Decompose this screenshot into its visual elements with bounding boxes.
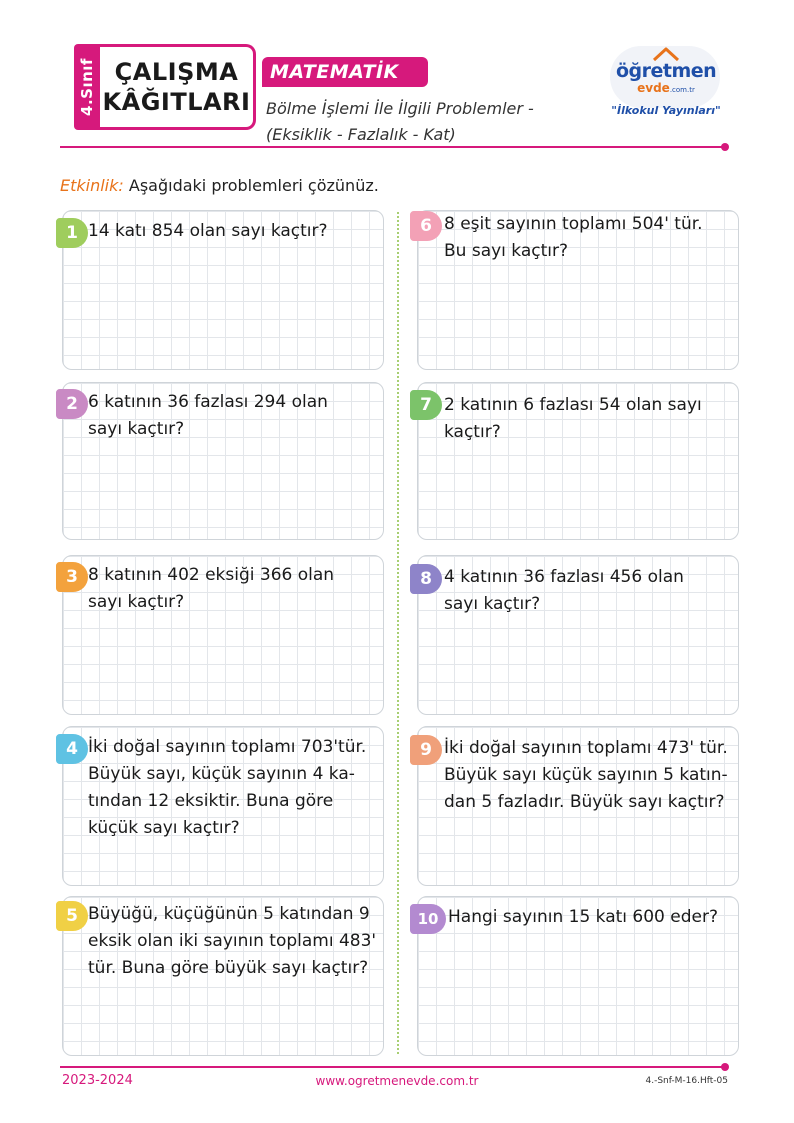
problem-line: Hangi sayının 15 katı 600 eder? xyxy=(448,907,718,927)
footer-rule xyxy=(60,1066,724,1068)
problem-line: 8 eşit sayının toplamı 504' tür. xyxy=(444,214,703,234)
problem-line: sayı kaçtır? xyxy=(88,419,185,439)
worksheet-title xyxy=(100,44,256,130)
problem-line: 6 katının 36 fazlası 294 olan xyxy=(88,392,328,412)
problem-number-6: 6 xyxy=(410,211,442,241)
problem-line: dan 5 fazladır. Büyük sayı kaçtır? xyxy=(444,792,725,812)
problem-number-1: 1 xyxy=(56,218,88,248)
topic-heading xyxy=(266,96,606,148)
problem-line: eksik olan iki sayının toplamı 483' xyxy=(88,931,377,951)
logo-domain: .com.tr xyxy=(669,86,695,94)
logo-sub-word: evde xyxy=(637,81,670,95)
problem-text-6 xyxy=(444,211,703,265)
problem-text-7 xyxy=(444,392,702,446)
grade-tab xyxy=(74,44,100,130)
header-rule xyxy=(60,146,724,148)
problem-line: tından 12 eksiktir. Buna göre xyxy=(88,791,334,811)
problem-line: küçük sayı kaçtır? xyxy=(88,818,240,838)
problem-line: kaçtır? xyxy=(444,422,501,442)
problem-text-1 xyxy=(88,218,328,245)
logo-tagline: "İlkokul Yayınları" xyxy=(611,104,721,117)
footer-code: 4.-Snf-M-16.Hft-05 xyxy=(645,1076,728,1086)
problem-line: Büyük sayı küçük sayının 5 katın- xyxy=(444,765,728,785)
header-rule-dot xyxy=(721,143,729,151)
instruction-label: Etkinlik: xyxy=(60,176,124,195)
problem-line: 2 katının 6 fazlası 54 olan sayı xyxy=(444,395,702,415)
grade-label: 4.Sınıf xyxy=(78,58,96,116)
problem-line: İki doğal sayının toplamı 703'tür. xyxy=(88,737,367,757)
problem-text-5 xyxy=(88,901,376,982)
problem-line: sayı kaçtır? xyxy=(88,592,185,612)
problem-line: 4 katının 36 fazlası 456 olan xyxy=(444,567,684,587)
logo-subword xyxy=(616,81,716,95)
problem-line: Büyük sayı, küçük sayının 4 ka- xyxy=(88,764,355,784)
problem-text-3 xyxy=(88,562,334,616)
problem-line: sayı kaçtır? xyxy=(444,594,541,614)
title-line-2: KÂĞITLARI xyxy=(102,88,251,116)
subject-badge: MATEMATİK xyxy=(262,57,428,87)
problem-number-5: 5 xyxy=(56,901,88,931)
topic-line-2: (Eksiklik - Fazlalık - Kat) xyxy=(266,125,456,144)
problem-line: 14 katı 854 olan sayı kaçtır? xyxy=(88,221,328,241)
problem-line: Bu sayı kaçtır? xyxy=(444,241,569,261)
problem-number-7: 7 xyxy=(410,390,442,420)
problem-text-10 xyxy=(448,904,718,931)
column-divider xyxy=(397,212,399,1054)
problem-number-10: 10 xyxy=(410,904,446,934)
title-line-1: ÇALIŞMA xyxy=(114,58,239,86)
instruction-text: Aşağıdaki problemleri çözünüz. xyxy=(128,176,379,195)
logo-wordmark: öğretmen xyxy=(616,60,717,82)
footer-year: 2023-2024 xyxy=(62,1073,133,1088)
problem-line: 8 katının 402 eksiği 366 olan xyxy=(88,565,335,585)
problem-number-2: 2 xyxy=(56,389,88,419)
problem-line: Büyüğü, küçüğünün 5 katından 9 xyxy=(88,904,370,924)
problem-line: İki doğal sayının toplamı 473' tür. xyxy=(444,738,728,758)
problem-number-3: 3 xyxy=(56,562,88,592)
problem-line: tür. Buna göre büyük sayı kaçtır? xyxy=(88,958,369,978)
topic-line-1: Bölme İşlemi İle İlgili Problemler - xyxy=(266,99,534,118)
problem-text-4 xyxy=(88,734,366,842)
problem-text-9 xyxy=(444,735,728,816)
problem-number-8: 8 xyxy=(410,564,442,594)
publisher-logo xyxy=(606,40,724,124)
problem-text-2 xyxy=(88,389,328,443)
instruction xyxy=(60,176,379,195)
footer-rule-dot xyxy=(721,1063,729,1071)
problem-number-9: 9 xyxy=(410,735,442,765)
footer-website-link[interactable]: www.ogretmenevde.com.tr xyxy=(315,1074,479,1088)
problem-number-4: 4 xyxy=(56,734,88,764)
problem-text-8 xyxy=(444,564,684,618)
